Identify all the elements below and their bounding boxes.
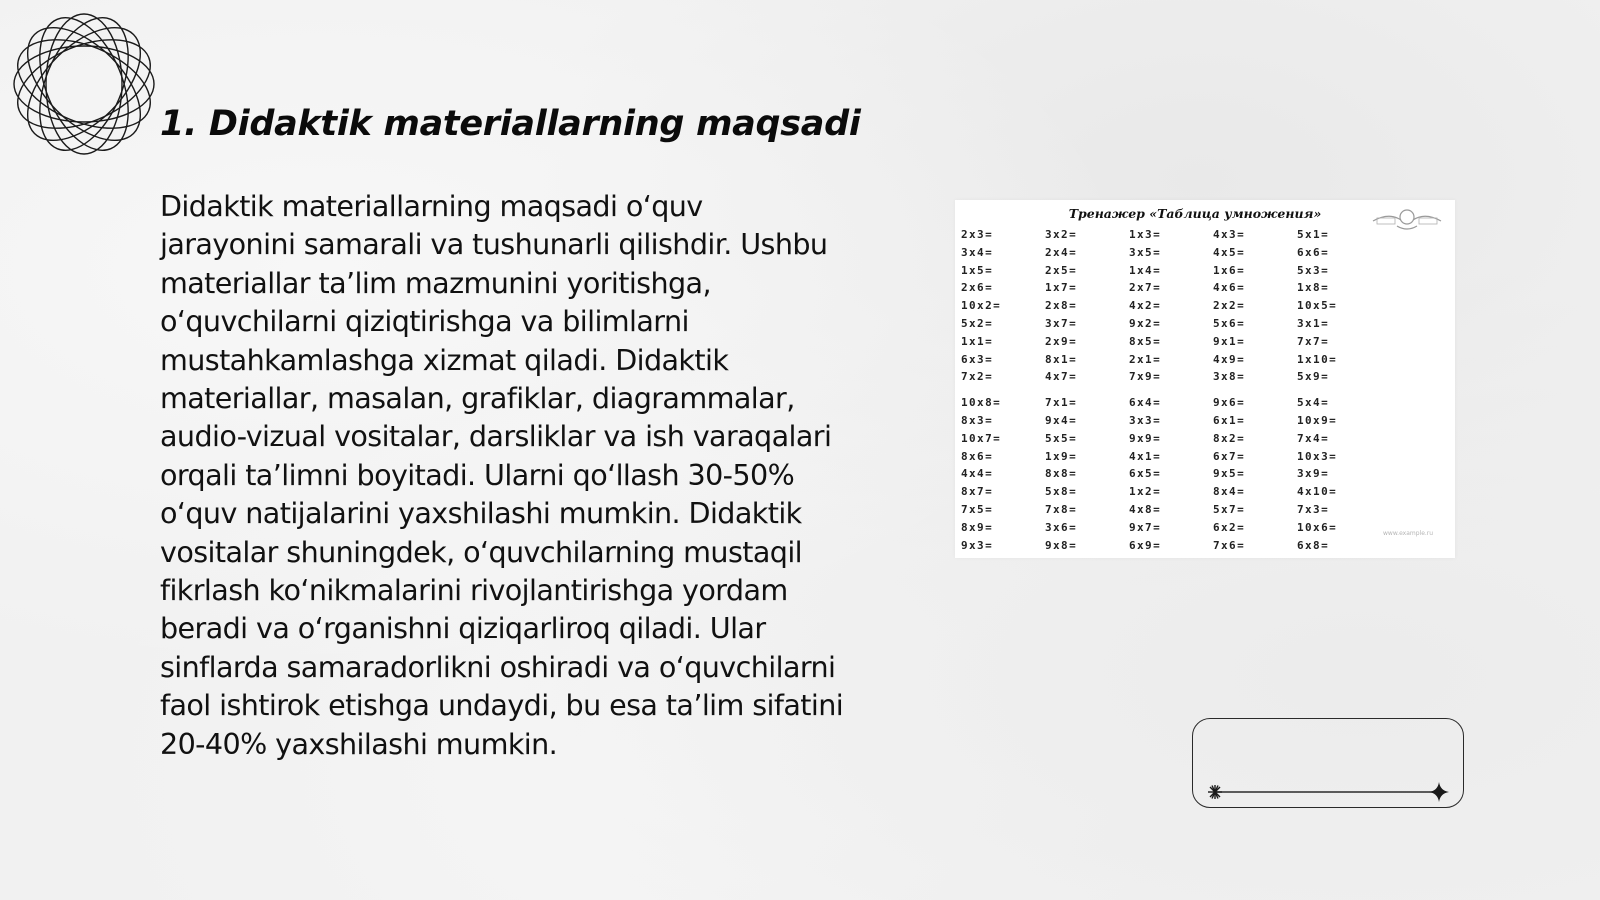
worksheet-problem: 8x2=: [1213, 431, 1246, 445]
worksheet-problem: 5x3=: [1297, 263, 1330, 277]
worksheet-problem: 4x5=: [1213, 245, 1246, 259]
worksheet-problem: 4x10=: [1297, 485, 1338, 499]
worksheet-problem: 6x4=: [1129, 396, 1162, 410]
worksheet-block-1: [961, 226, 1381, 386]
worksheet-footnote: www.example.ru: [1383, 530, 1434, 537]
worksheet-problem: 10x7=: [961, 431, 1002, 445]
worksheet-problem: 7x6=: [1213, 538, 1246, 552]
worksheet-problem: 6x1=: [1213, 413, 1246, 427]
worksheet-column: [1297, 226, 1381, 386]
ornament-ellipse: [10, 22, 158, 146]
four-point-star-icon: [1429, 782, 1449, 802]
worksheet-column: [1297, 394, 1381, 554]
worksheet-problem: 9x3=: [961, 538, 994, 552]
worksheet-problem: 6x5=: [1129, 467, 1162, 481]
worksheet-problem: 4x3=: [1213, 228, 1246, 241]
worksheet-problem: 2x4=: [1045, 245, 1078, 259]
worksheet-problem: 10x6=: [1297, 520, 1338, 534]
worksheet-problem: 9x6=: [1213, 396, 1246, 410]
worksheet-problem: 4x7=: [1045, 370, 1078, 384]
worksheet-problem: 8x3=: [961, 413, 994, 427]
worksheet-problem: 5x2=: [961, 316, 994, 330]
worksheet-problem: 1x10=: [1297, 352, 1338, 366]
worksheet-problem: 10x5=: [1297, 299, 1338, 313]
ornament-ellipse: [10, 10, 158, 158]
worksheet-problem: 7x5=: [961, 502, 994, 516]
worksheet-problem: 9x9=: [1129, 431, 1162, 445]
worksheet-problem: 7x4=: [1297, 431, 1330, 445]
worksheet-column: [1045, 394, 1129, 554]
worksheet-problem: 1x7=: [1045, 281, 1078, 295]
worksheet-problem: 3x2=: [1045, 228, 1078, 241]
worksheet-problem: 8x1=: [1045, 352, 1078, 366]
worksheet-problem: 2x6=: [961, 281, 994, 295]
worksheet-problem: 6x6=: [1297, 245, 1330, 259]
worksheet-problem: 3x5=: [1129, 245, 1162, 259]
ornament-ellipse: [46, 14, 122, 154]
worksheet-problem: 3x6=: [1045, 520, 1078, 534]
worksheet-column: [1045, 226, 1129, 386]
sparkle-icon: [1208, 785, 1222, 799]
worksheet-problem: 2x9=: [1045, 334, 1078, 348]
worksheet-problem-grid: [961, 226, 1381, 554]
worksheet-problem: 9x8=: [1045, 538, 1078, 552]
worksheet-problem: 3x4=: [961, 245, 994, 259]
worksheet-problem: 7x3=: [1297, 502, 1330, 516]
worksheet-problem: 8x4=: [1213, 485, 1246, 499]
worksheet-problem: 3x7=: [1045, 316, 1078, 330]
worksheet-problem: 7x9=: [1129, 370, 1162, 384]
worksheet-problem: 8x9=: [961, 520, 994, 534]
worksheet-problem: 7x7=: [1297, 334, 1330, 348]
worksheet-title: Тренажер «Таблица умножения»: [1068, 206, 1322, 221]
worksheet-problem: 4x1=: [1129, 449, 1162, 463]
worksheet-problem: 9x5=: [1213, 467, 1246, 481]
worksheet-column: [961, 394, 1045, 554]
worksheet-problem: 5x1=: [1297, 228, 1330, 241]
worksheet-problem: 2x3=: [961, 228, 994, 241]
worksheet-problem: 5x9=: [1297, 370, 1330, 384]
worksheet-problem: 1x1=: [961, 334, 994, 348]
worksheet-problem: 10x8=: [961, 396, 1002, 410]
worksheet-problem: 1x6=: [1213, 263, 1246, 277]
worksheet-problem: 4x8=: [1129, 502, 1162, 516]
worksheet-logo-icon: [1371, 204, 1443, 234]
worksheet-problem: 10x3=: [1297, 449, 1338, 463]
worksheet-column: [1129, 394, 1213, 554]
worksheet-problem: 9x1=: [1213, 334, 1246, 348]
worksheet-problem: 10x2=: [961, 299, 1002, 313]
worksheet-problem: 3x9=: [1297, 467, 1330, 481]
ornament-ellipse: [22, 10, 146, 158]
worksheet-problem: 1x2=: [1129, 485, 1162, 499]
worksheet-problem: 1x5=: [961, 263, 994, 277]
decorative-line: [1208, 782, 1452, 802]
circle-ornament-icon: [10, 10, 158, 158]
multiplication-worksheet-image: [955, 200, 1455, 558]
worksheet-problem: 4x4=: [961, 467, 994, 481]
worksheet-column: [961, 226, 1045, 386]
worksheet-problem: 5x5=: [1045, 431, 1078, 445]
worksheet-problem: 5x4=: [1297, 396, 1330, 410]
worksheet-problem: 1x9=: [1045, 449, 1078, 463]
worksheet-problem: 6x9=: [1129, 538, 1162, 552]
worksheet-problem: 7x8=: [1045, 502, 1078, 516]
worksheet-problem: 5x6=: [1213, 316, 1246, 330]
worksheet-problem: 7x2=: [961, 370, 994, 384]
worksheet-problem: 8x8=: [1045, 467, 1078, 481]
worksheet-problem: 1x4=: [1129, 263, 1162, 277]
slide-title: 1. Didaktik materiallarning maqsadi: [160, 104, 861, 144]
ornament-ellipse: [22, 10, 146, 158]
worksheet-problem: 4x6=: [1213, 281, 1246, 295]
ornament-ellipse: [10, 22, 158, 146]
worksheet-problem: 3x1=: [1297, 316, 1330, 330]
worksheet-problem: 9x4=: [1045, 413, 1078, 427]
worksheet-problem: 2x8=: [1045, 299, 1078, 313]
worksheet-problem: 8x5=: [1129, 334, 1162, 348]
ornament-ellipse: [14, 46, 154, 122]
worksheet-problem: 2x1=: [1129, 352, 1162, 366]
worksheet-problem: 4x9=: [1213, 352, 1246, 366]
worksheet-column: [1213, 394, 1297, 554]
worksheet-problem: 6x7=: [1213, 449, 1246, 463]
worksheet-problem: 6x2=: [1213, 520, 1246, 534]
worksheet-problem: 3x8=: [1213, 370, 1246, 384]
worksheet-problem: 1x8=: [1297, 281, 1330, 295]
worksheet-problem: 8x7=: [961, 485, 994, 499]
worksheet-problem: 9x2=: [1129, 316, 1162, 330]
worksheet-problem: 6x3=: [961, 352, 994, 366]
worksheet-problem: 1x3=: [1129, 228, 1162, 241]
worksheet-problem: 5x7=: [1213, 502, 1246, 516]
worksheet-block-2: [961, 394, 1381, 554]
worksheet-problem: 10x9=: [1297, 413, 1338, 427]
worksheet-problem: 7x1=: [1045, 396, 1078, 410]
slide-body-text: Didaktik materiallarning maqsadi o‘quv jarayonini samarali va tushunarli qilishdir. Ushbu materiallar ta’lim mazmunini yoritishga, o‘quvchilarni qiziqtirishga va bilimlarni mustahkamlashga xizmat qiladi. Didaktik materiallar, masalan, grafiklar, diagrammalar, audio-vizual vositalar, darsliklar va ish varaqalari orqali ta’limni boyitadi. Ularni qo‘llash 30-50% o‘quv natijalarini yaxshilashi mumkin. Didaktik vositalar shuningdek, o‘quvchilarning mustaqil fikrlash ko‘nikmalarini rivojlantirishga yordam beradi va o‘rganishni qiziqarliroq qiladi. Ular sinflarda samaradorlikni oshiradi va o‘quvchilarni faol ishtirok etishga undaydi, bu esa ta’lim sifatini 20-40% yaxshilashi mumkin.: [160, 189, 844, 761]
worksheet-problem: 8x6=: [961, 449, 994, 463]
worksheet-problem: 2x7=: [1129, 281, 1162, 295]
worksheet-problem: 3x3=: [1129, 413, 1162, 427]
worksheet-problem: 6x8=: [1297, 538, 1330, 552]
ornament-ellipse: [10, 10, 158, 158]
worksheet-column: [1129, 226, 1213, 386]
worksheet-column: [1213, 226, 1297, 386]
worksheet-problem: 9x7=: [1129, 520, 1162, 534]
worksheet-problem: 2x2=: [1213, 299, 1246, 313]
worksheet-problem: 4x2=: [1129, 299, 1162, 313]
worksheet-problem: 2x5=: [1045, 263, 1078, 277]
worksheet-problem: 5x8=: [1045, 485, 1078, 499]
